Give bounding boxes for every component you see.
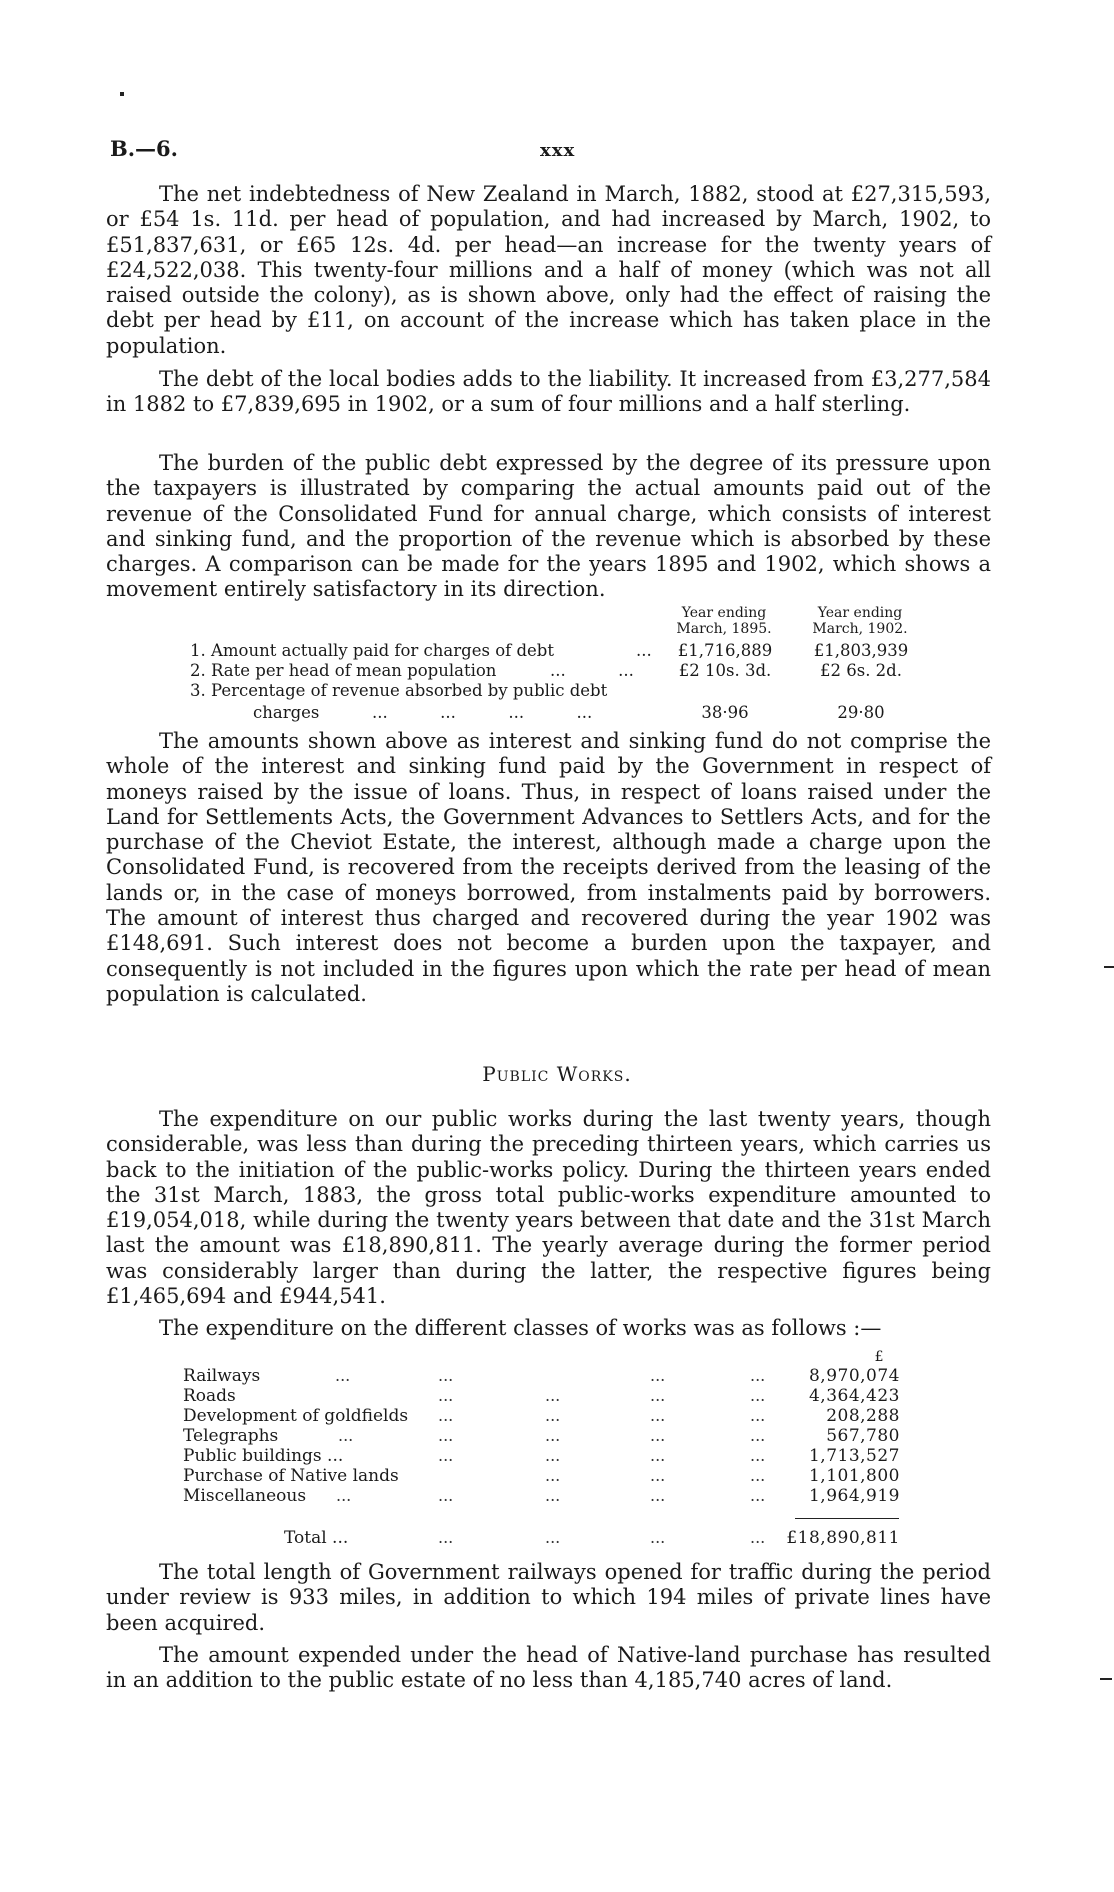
leader-dots: ... xyxy=(750,1528,766,1547)
total-value: £18,890,811 xyxy=(786,1528,900,1548)
works-row-value: 8,970,074 xyxy=(808,1366,900,1386)
leader-dots: ... xyxy=(650,1426,666,1445)
scan-speck xyxy=(1100,1678,1112,1680)
debt-row-4-1902: 29·80 xyxy=(837,703,885,722)
col-1902-header-line2: March, 1902. xyxy=(812,621,908,637)
works-row-label: Purchase of Native lands xyxy=(183,1466,399,1486)
leader-dots: ... xyxy=(750,1466,766,1485)
works-row-value: 1,964,919 xyxy=(808,1486,900,1506)
leader-dots: ... xyxy=(545,1446,561,1465)
total-label: Total ... xyxy=(284,1528,349,1548)
leader-dots: ... xyxy=(438,1446,454,1465)
leader-dots: ... xyxy=(438,1426,454,1445)
leader-dots: ... xyxy=(545,1386,561,1405)
total-rule xyxy=(795,1518,899,1519)
debt-row-4-label: charges xyxy=(253,703,320,722)
debt-row-2-label: 2. Rate per head of mean population xyxy=(190,661,497,680)
debt-row-2-1902: £2 6s. 2d. xyxy=(819,661,902,680)
leader-dots: ... xyxy=(750,1426,766,1445)
section-heading-public-works: Public Works. xyxy=(482,1062,632,1086)
page-number: xxx xyxy=(540,140,576,161)
leader-dots: ... xyxy=(750,1386,766,1405)
col-1895-header-line1: Year ending xyxy=(681,605,767,621)
col-1902-header-line1: Year ending xyxy=(817,605,903,621)
leader-dots: ... xyxy=(438,1486,454,1505)
debt-row-3-label: 3. Percentage of revenue absorbed by public debt xyxy=(190,681,608,700)
paragraph-net-indebtedness: The net indebtedness of New Zealand in March, 1882, stood at £27,315,593, or £54 1s. 11d. per head of population, and had increased by March, 1902, to £51,837,631, or £65 12s. 4d. per head—an increase for the twenty years of £24,522,038. This twenty-four millions and a half of money (which was not all raised outside the colony), as is shown above, only had the effect of raising the debt per head by £11, on account of the increase which has taken place in the population. xyxy=(106,182,991,358)
debt-row-2-1895: £2 10s. 3d. xyxy=(678,661,772,680)
leader-dots: ... xyxy=(338,1426,354,1445)
works-row-value: 4,364,423 xyxy=(808,1386,900,1406)
leader-dots: ... xyxy=(750,1446,766,1465)
leader-dots: ... xyxy=(545,1528,561,1547)
leader-dots: ... xyxy=(438,1528,454,1547)
works-row-label: Telegraphs xyxy=(183,1426,279,1446)
report-code: B.—6. xyxy=(110,136,178,161)
works-row-label: Miscellaneous xyxy=(183,1486,307,1506)
leader-dots: ... xyxy=(438,1406,454,1425)
debt-row-1-1895: £1,716,889 xyxy=(677,641,773,660)
col-1902-header xyxy=(800,605,920,637)
col-1895-header xyxy=(664,605,784,637)
leader-dots: ... xyxy=(750,1486,766,1505)
works-row-value: 208,288 xyxy=(826,1406,900,1426)
leader-dots: ... xyxy=(335,1366,351,1385)
leader-dots: ... xyxy=(438,1366,454,1385)
works-row-label: Development of goldfields xyxy=(183,1406,409,1426)
scan-speck xyxy=(1104,966,1114,968)
debt-row-1-label: 1. Amount actually paid for charges of debt xyxy=(190,641,554,660)
paragraph-interest-sinking-fund: The amounts shown above as interest and sinking fund do not comprise the whole of the interest and sinking fund paid by the Government in respect of moneys raised by the issue of loans. Thus, in respect of loans raised under the Land for Settlements Acts, the Government Advances to Settlers Acts, and for the purchase of the Cheviot Estate, the interest, although made a charge upon the Consolidated Fund, is recovered from the receipts derived from the leasing of the lands or, in the case of moneys borrowed, from instalments paid by borrowers. The amount of interest thus charged and recovered during the year 1902 was £148,691. Such interest does not become a burden upon the taxpayer, and consequently is not included in the figures upon which the rate per head of mean population is calculated. xyxy=(106,729,991,1006)
debt-row-2-dots: ... ... xyxy=(550,661,634,680)
paragraph-public-works-expenditure: The expenditure on our public works during the last twenty years, though considerable, was less than during the preceding thirteen years, which carries us back to the initiation of the public-works policy. During the thirteen years ended the 31st March, 1883, the gross total public-works expenditure amounted to £19,054,018, while during the twenty years between that date and the 31st March last the amount was £18,890,811. The yearly average during the former period was considerably larger than during the latter, the respective figures being £1,465,694 and £944,541. xyxy=(106,1107,991,1309)
debt-row-4-dots: ... ... ... ... xyxy=(372,703,593,722)
paragraph-local-bodies-debt: The debt of the local bodies adds to the liability. It increased from £3,277,584 in 1882 to £7,839,695 in 1902, or a sum of four millions and a half sterling. xyxy=(106,367,991,417)
leader-dots: ... xyxy=(750,1366,766,1385)
leader-dots: ... xyxy=(650,1486,666,1505)
leader-dots: ... xyxy=(650,1366,666,1385)
leader-dots: ... xyxy=(650,1386,666,1405)
debt-row-1-1902: £1,803,939 xyxy=(813,641,909,660)
currency-header: £ xyxy=(874,1349,884,1365)
leader-dots: ... xyxy=(650,1466,666,1485)
leader-dots: ... xyxy=(750,1406,766,1425)
leader-dots: ... xyxy=(336,1486,352,1505)
paragraph-debt-burden: The burden of the public debt expressed by the degree of its pressure upon the taxpayers is illustrated by comparing the actual amounts paid out of the revenue of the Consolidated Fund for annual charge, which consists of interest and sinking fund, and the proportion of the revenue which is absorbed by these charges. A comparison can be made for the years 1895 and 1902, which shows a movement entirely satisfactory in its direction. xyxy=(106,451,991,602)
leader-dots: ... xyxy=(545,1406,561,1425)
col-1895-header-line2: March, 1895. xyxy=(676,621,772,637)
works-row-value: 1,713,527 xyxy=(808,1446,900,1466)
scan-speck xyxy=(120,92,124,96)
paragraph-railways-length: The total length of Government railways opened for traffic during the period under review is 933 miles, in addition to which 194 miles of private lines have been acquired. xyxy=(106,1560,991,1635)
leader-dots: ... xyxy=(545,1486,561,1505)
works-row-label: Public buildings ... xyxy=(183,1446,344,1466)
debt-row-4-1895: 38·96 xyxy=(701,703,749,722)
leader-dots: ... xyxy=(650,1446,666,1465)
works-row-label: Railways xyxy=(183,1366,261,1386)
debt-row-1-dots: ... xyxy=(636,641,652,660)
works-row-value: 1,101,800 xyxy=(808,1466,900,1486)
paragraph-classes-of-works: The expenditure on the different classes of works was as follows :— xyxy=(159,1316,882,1340)
works-row-label: Roads xyxy=(183,1386,236,1406)
leader-dots: ... xyxy=(650,1406,666,1425)
leader-dots: ... xyxy=(545,1426,561,1445)
leader-dots: ... xyxy=(438,1386,454,1405)
paragraph-native-land-purchase: The amount expended under the head of Native-land purchase has resulted in an addition to the public estate of no less than 4,185,740 acres of land. xyxy=(106,1643,991,1693)
leader-dots: ... xyxy=(545,1466,561,1485)
leader-dots: ... xyxy=(650,1528,666,1547)
works-row-value: 567,780 xyxy=(826,1426,900,1446)
